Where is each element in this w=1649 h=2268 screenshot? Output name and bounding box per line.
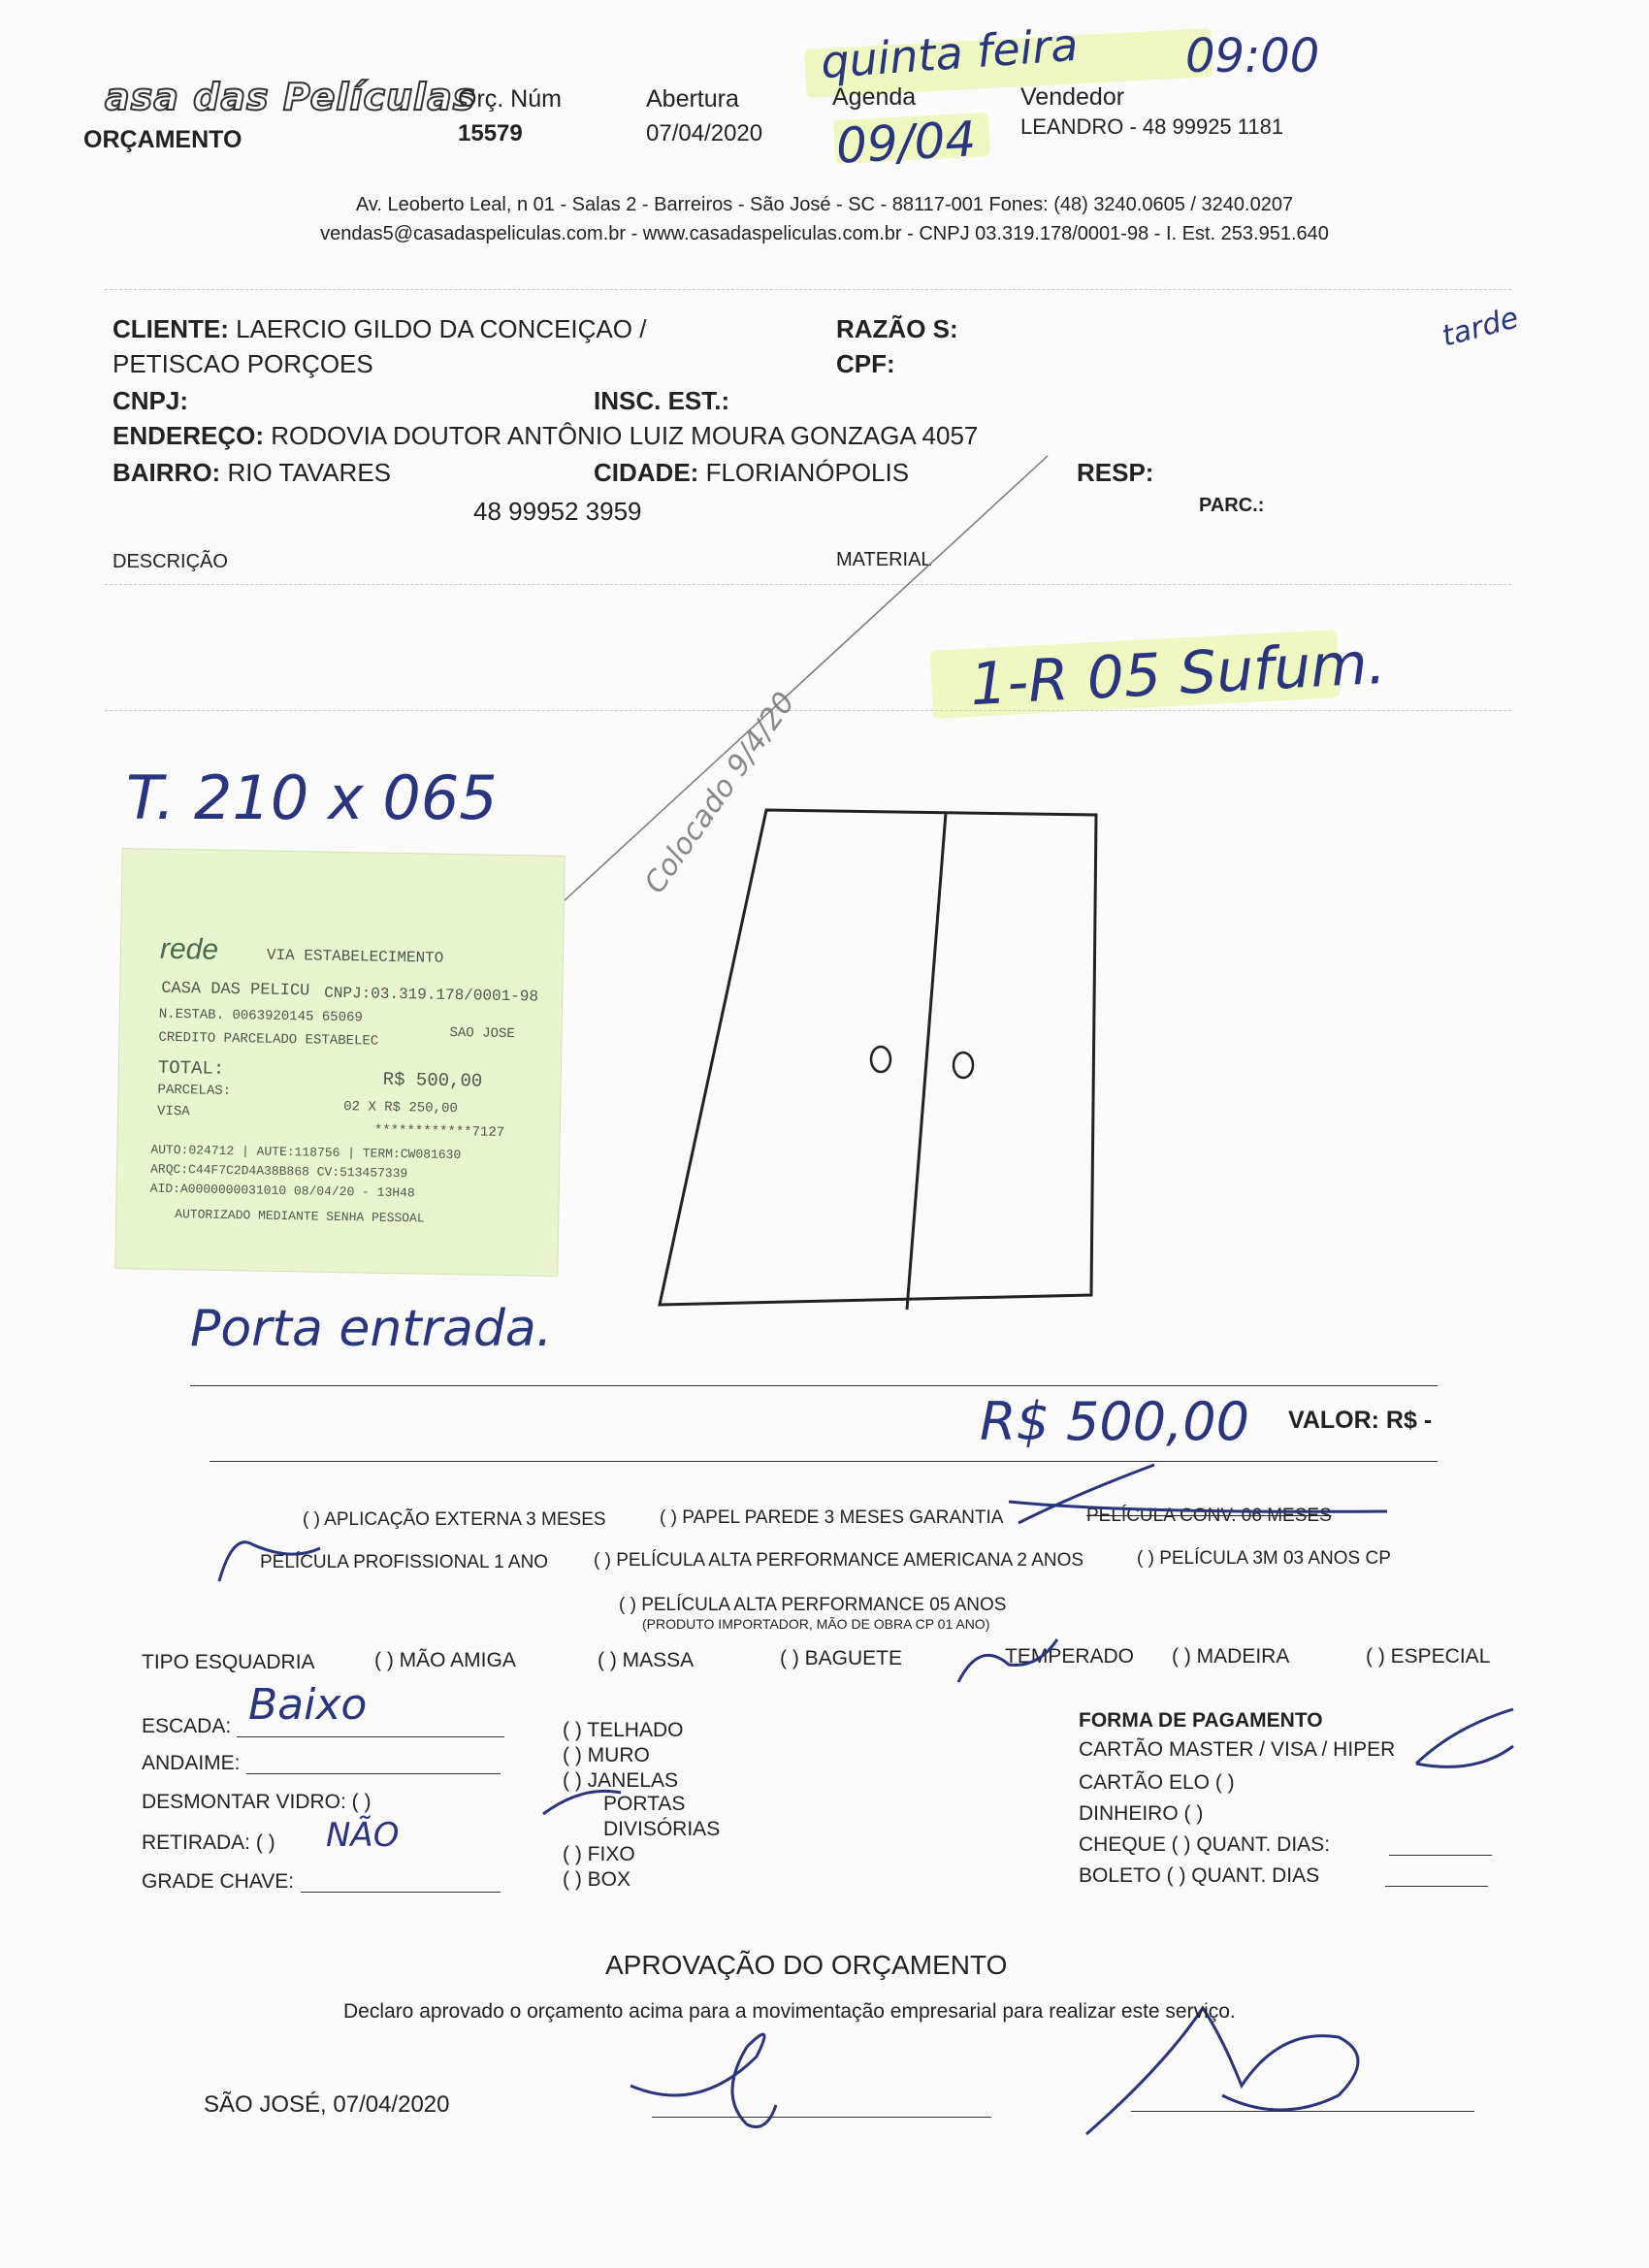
vendedor-value: LEANDRO - 48 99925 1181 [1020,114,1284,139]
check-mark [958,1639,1057,1682]
desmontar-label[interactable]: DESMONTAR VIDRO: ( ) [142,1791,372,1813]
option-mao-amiga[interactable]: ( ) MÃO AMIGA [374,1649,516,1671]
cliente-value-2: PETISCAO PORÇOES [113,349,373,378]
option-portas[interactable]: PORTAS [603,1793,686,1815]
approval-title: APROVAÇÃO DO ORÇAMENTO [605,1950,1008,1980]
razao-label: RAZÃO S: [836,314,958,343]
dimension-handwritten: T. 210 x 065 [126,762,498,833]
grade-label: GRADE CHAVE: [142,1870,295,1893]
contact-line: vendas5@casadaspeliculas.com.br - www.casadaspeliculas.com.br - CNPJ 03.319.178/0001-98 - I. Est. 253.951.640 [320,223,1329,244]
option-fixo[interactable]: ( ) FIXO [563,1843,635,1865]
check-mark [1009,1502,1387,1511]
abertura-value: 07/04/2020 [646,120,763,146]
signature-mark [630,2034,776,2126]
escada-label: ESCADA: [142,1715,232,1737]
andaime-label: ANDAIME: [142,1752,241,1774]
option-telhado[interactable]: ( ) TELHADO [563,1719,684,1741]
signature-mark [1086,2008,1358,2134]
time-handwritten: 09:00 [1185,29,1320,83]
receipt-city: SAO JOSE [449,1024,515,1043]
option-alta-americana[interactable]: ( ) PELÍCULA ALTA PERFORMANCE AMERICANA 2 ANOS [594,1550,1084,1571]
insc-label: INSC. EST.: [594,386,730,415]
check-mark [1416,1709,1513,1766]
description-handwritten: Porta entrada. [190,1300,553,1358]
receipt-aid: AID:A0000000031010 08/04/20 - 13H48 [149,1181,415,1201]
address-line: Av. Leoberto Leal, n 01 - Salas 2 - Barreiros - São José - SC - 88117-001 Fones: (48) 3240.0605 / 3240.0207 [355,194,1294,215]
material-handwritten: 1-R 05 Sufum. [968,629,1388,720]
material-label: MATERIAL [836,549,932,570]
approval-place-date: SÃO JOSÉ, 07/04/2020 [204,2091,450,2118]
endereco-value: RODOVIA DOUTOR ANTÔNIO LUIZ MOURA GONZAGA 4057 [271,421,979,450]
payment-master[interactable]: CARTÃO MASTER / VISA / HIPER [1079,1738,1396,1761]
bairro-value: RIO TAVARES [227,458,392,487]
payment-cheque[interactable]: CHEQUE ( ) QUANT. DIAS: [1079,1833,1331,1856]
agenda-label: Agenda [832,83,917,111]
receipt-parcelas-label: PARCELAS: [157,1082,232,1100]
check-mark [219,1542,320,1581]
cnpj-label: CNPJ: [113,386,189,415]
descricao-label: DESCRIÇÃO [113,551,228,572]
option-box[interactable]: ( ) BOX [563,1868,631,1891]
cliente-label: CLIENTE: [113,314,229,343]
resp-label: RESP: [1077,458,1154,487]
option-3m[interactable]: ( ) PELÍCULA 3M 03 ANOS CP [1137,1548,1391,1569]
payment-title: FORMA DE PAGAMENTO [1079,1709,1323,1732]
cpf-label: CPF: [836,349,895,378]
receipt-auto: AUTO:024712 | AUTE:118756 | TERM:CW081630 [150,1142,462,1163]
option-especial[interactable]: ( ) ESPECIAL [1366,1645,1491,1668]
phone: 48 99952 3959 [473,497,642,526]
receipt-via: VIA ESTABELECIMENTO [266,946,444,967]
parc-label: PARC.: [1199,495,1265,516]
vendedor-label: Vendedor [1020,83,1125,111]
option-temperado[interactable]: TEMPERADO [1005,1645,1135,1668]
cidade-label: CIDADE: [594,458,699,487]
signature-line-company [1131,2111,1474,2112]
orc-value: 15579 [458,120,523,146]
check-mark [1018,1465,1154,1523]
option-massa[interactable]: ( ) MASSA [598,1649,695,1671]
receipt-arqc: ARQC:C44F7C2D4A38B868 CV:513457339 [149,1161,408,1182]
cliente-value: LAERCIO GILDO DA CONCEIÇAO / [236,314,647,343]
receipt-brand: rede [159,932,219,966]
tipo-label: TIPO ESQUADRIA [142,1651,315,1673]
agenda-handwritten: 09/04 [834,111,978,175]
option-alta-05[interactable]: ( ) PELÍCULA ALTA PERFORMANCE 05 ANOS [619,1595,1007,1615]
option-muro[interactable]: ( ) MURO [563,1744,650,1766]
option-janelas[interactable]: ( ) JANELAS [563,1769,679,1792]
receipt-total-value: R$ 500,00 [382,1068,483,1092]
receipt-card-number: ************7127 [373,1122,505,1141]
option-papel[interactable]: ( ) PAPEL PAREDE 3 MESES GARANTIA [660,1507,1004,1528]
option-profissional[interactable]: PELÍCULA PROFISSIONAL 1 ANO [260,1552,549,1572]
cidade-value: FLORIANÓPOLIS [705,458,910,487]
value-handwritten: R$ 500,00 [980,1391,1249,1452]
option-aplicacao[interactable]: ( ) APLICAÇÃO EXTERNA 3 MESES [303,1509,606,1530]
approval-text: Declaro aprovado o orçamento acima para a movimentação empresarial para realizar este serviço. [343,2000,1236,2023]
receipt-cnpj: CNPJ:03.319.178/0001-98 [324,984,539,1006]
check-mark [543,1791,621,1814]
payment-boleto[interactable]: BOLETO ( ) QUANT. DIAS [1079,1864,1320,1887]
payment-dinheiro[interactable]: DINHEIRO ( ) [1079,1802,1204,1825]
diagonal-note-handwritten: Colocado 9/4/20 [637,686,802,900]
option-baguete[interactable]: ( ) BAGUETE [780,1647,903,1669]
orc-label: Orç. Núm [458,85,562,113]
valor-label: VALOR: R$ - [1288,1407,1433,1434]
bairro-label: BAIRRO: [113,458,221,487]
option-conv[interactable]: PELÍCULA CONV. 06 MESES [1086,1506,1332,1526]
margin-handwritten: tarde [1438,301,1523,354]
receipt-total-label: TOTAL: [157,1056,225,1080]
payment-elo[interactable]: CARTÃO ELO ( ) [1079,1771,1235,1794]
company-logo: asa das Películas [105,76,476,118]
doc-type: ORÇAMENTO [83,126,242,153]
receipt-card-brand: VISA [156,1103,190,1120]
abertura-label: Abertura [646,85,739,113]
escada-handwritten: Baixo [248,1680,368,1730]
signature-line-client [652,2117,991,2118]
receipt-footer: AUTORIZADO MEDIANTE SENHA PESSOAL [175,1207,425,1226]
agenda-note-handwritten: quinta feira [819,17,1081,89]
retirada-handwritten: NÃO [326,1816,400,1855]
endereco-label: ENDEREÇO: [113,421,265,450]
receipt-estab: N.ESTAB. 0063920145 65069 [158,1006,363,1026]
option-madeira[interactable]: ( ) MADEIRA [1172,1645,1290,1668]
option-divisorias[interactable]: DIVISÓRIAS [603,1818,721,1840]
retirada-label[interactable]: RETIRADA: ( ) [142,1831,275,1854]
option-alta-05-note: (PRODUTO IMPORTADOR, MÃO DE OBRA CP 01 ANO) [642,1616,990,1632]
receipt-credit: CREDITO PARCELADO ESTABELEC [158,1029,379,1050]
receipt-company: CASA DAS PELICU [161,979,310,1001]
receipt-parcelas-value: 02 X R$ 250,00 [343,1099,458,1118]
